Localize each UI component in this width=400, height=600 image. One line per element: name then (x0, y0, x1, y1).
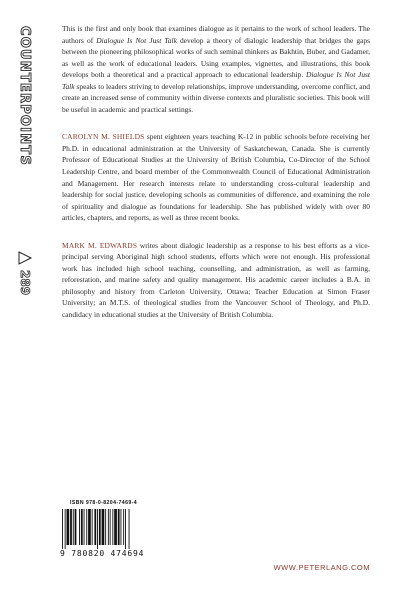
barcode-graphic (60, 509, 160, 549)
barcode-bar (121, 509, 122, 545)
text-column (62, 23, 370, 337)
barcode-bar (86, 509, 87, 545)
barcode-digits: 9 780820 474694 (60, 549, 145, 558)
barcode-bar (81, 509, 83, 545)
barcode-bar (65, 509, 66, 549)
description-part-2: develop a theory of dialogic leadership that bridges the gaps between the pioneering philosophical works of such seminal thinkers as Bakhtin, Buber, and Gadamer, as well as the work of educational leaders. Using examples, vignettes, and illustrations, this book develops both a theoretical and a practical approach to educational leadership. (62, 35, 370, 80)
barcode-bar (108, 509, 109, 545)
book-title-italic-2: Dialogue Is Not Just Talk (62, 70, 370, 91)
barcode-bar (118, 509, 120, 545)
barcode-bar (92, 509, 93, 545)
barcode-bar (84, 509, 85, 545)
isbn-label: ISBN 978-0-8204-7469-4 (70, 500, 138, 506)
series-name: COUNTERPOINTS (17, 26, 32, 166)
barcode-bar (105, 509, 106, 545)
author-bio-text-edwards: writes about dialogic leadership as a response to his best efforts as a vice-principal serving Aboriginal high school students, efforts which were not enough. His professional work has included high school teaching, counselling, and administration, as well as farming, reforestation, and marine safety and quality management. His academic career includes a B.A. in philosophy and history from Carleton University, Ottawa; Teacher Education at Simon Fraser University; an M.T.S. of theological studies from the Vancouver School of Theology, and Ph.D. candidacy in educational studies at the University of British Columbia. (62, 240, 370, 320)
book-description (62, 23, 370, 115)
barcode-bar (102, 509, 105, 545)
barcode-bar (112, 509, 113, 545)
series-triangle-icon (19, 252, 31, 264)
author-name-shields: CAROLYN M. SHIELDS (62, 132, 145, 142)
barcode-bar (70, 509, 72, 545)
barcode-bar (73, 509, 74, 545)
author-bio-shields (62, 131, 370, 223)
barcode-bar (99, 509, 101, 545)
barcode-bar (67, 509, 70, 545)
barcode-block (60, 500, 200, 570)
author-bio-edwards (62, 240, 370, 321)
barcode-bar (79, 509, 80, 545)
barcode-bar (125, 509, 126, 549)
barcode-bar (62, 509, 63, 549)
barcode-bar (129, 509, 130, 549)
description-part-1: This is the first and only book that examines dialogue as it pertains to the work of school leaders. The authors of (62, 24, 370, 45)
barcode-bar (94, 509, 96, 545)
barcode-bar (123, 509, 124, 545)
barcode-bar (114, 509, 117, 545)
barcode-bar (110, 509, 111, 545)
book-title-italic-1: Dialogue Is Not Just Talk (96, 35, 177, 45)
author-name-edwards: MARK M. EDWARDS (62, 240, 138, 250)
barcode-bar (88, 509, 91, 545)
publisher-url-link[interactable]: WWW.PETERLANG.COM (273, 563, 370, 572)
series-logo-graphic (10, 22, 40, 322)
barcode-bar (97, 509, 98, 549)
barcode-bar (75, 509, 77, 545)
description-part-3: speaks to leaders striving to develop relationships, improve understanding, overcome conflict, and create an increased sense of community within diverse contexts and pluralistic societies. This book will be useful in academic and practical settings. (62, 81, 370, 114)
series-logo (10, 22, 40, 322)
author-bio-text-shields: spent eighteen years teaching K-12 in public schools before receiving her Ph.D. in educational administration at the University of Saskatchewan, Canada. She is currently Professor of Educational Studies at the University of British Columbia, Co-Director of the School Leadership Centre, and board member of the Commonwealth Council of Educational Administration and Management. Her research interests relate to understanding cross-cultural leadership and leadership for social justice, developing schools as communities of difference, and examining the role of spirituality and dialogue as foundations for leadership. She has published widely with over 80 articles, chapters, and reports, as well as three recent books. (62, 132, 370, 223)
series-number: 289 (18, 270, 32, 296)
